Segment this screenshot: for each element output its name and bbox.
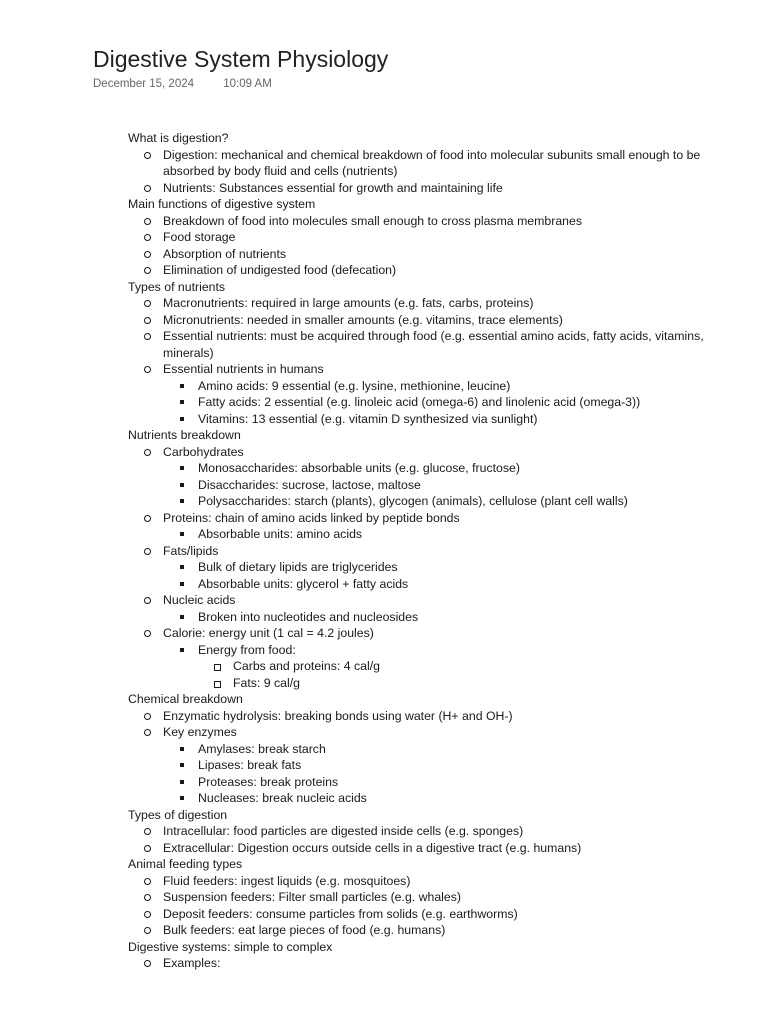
outline-heading[interactable]	[128, 939, 728, 956]
outline-text: Digestive systems: simple to complex	[128, 939, 333, 954]
outline-text: Fluid feeders: ingest liquids (e.g. mosquitoes)	[163, 873, 411, 888]
outline-subitem[interactable]	[128, 576, 728, 593]
outline-text: Energy from food:	[198, 642, 296, 657]
outline-text: Main functions of digestive system	[128, 197, 316, 211]
outline-text: Vitamins: 13 essential (e.g. vitamin D synthesized via sunlight)	[198, 411, 538, 426]
outline-item[interactable]	[128, 246, 728, 263]
outline-text: Essential nutrients in humans	[163, 362, 324, 376]
outline-item[interactable]	[128, 708, 728, 725]
outline-heading[interactable]	[128, 196, 728, 213]
outline-text: Absorbable units: glycerol + fatty acids	[198, 576, 409, 591]
outline-item[interactable]	[128, 510, 728, 527]
outline-text: Food storage	[163, 230, 236, 244]
outline-item[interactable]	[128, 592, 728, 609]
outline-text: Bulk feeders: eat large pieces of food (e.g. humans)	[163, 923, 446, 937]
page-date: December 15, 2024	[93, 78, 195, 90]
outline-item[interactable]	[128, 724, 728, 741]
outline-text: Calorie: energy unit (1 cal = 4.2 joules)	[163, 626, 374, 640]
outline-item[interactable]	[128, 840, 728, 857]
outline-text: Broken into nucleotides and nucleosides	[198, 609, 419, 624]
outline-text: Absorbable units: amino acids	[198, 527, 363, 541]
outline-text: Absorption of nutrients	[163, 246, 287, 261]
outline-item[interactable]	[128, 295, 728, 312]
outline-item[interactable]	[128, 444, 728, 461]
outline-text: Nucleases: break nucleic acids	[198, 791, 367, 805]
outline-text: Fats: 9 cal/g	[233, 675, 300, 690]
outline-text: Micronutrients: needed in smaller amounts (e.g. vitamins, trace elements)	[163, 312, 563, 327]
outline-subitem[interactable]	[128, 790, 728, 807]
outline-subitem[interactable]	[128, 609, 728, 626]
outline-text: Lipases: break fats	[198, 758, 302, 772]
outline-item[interactable]	[128, 361, 728, 378]
outline-text: Types of nutrients	[128, 279, 226, 294]
outline-item[interactable]	[128, 328, 728, 361]
outline-subitem[interactable]	[128, 493, 728, 510]
outline-subitem[interactable]	[128, 559, 728, 576]
outline-text: Amylases: break starch	[198, 741, 326, 756]
outline-text: Fatty acids: 2 essential (e.g. linoleic acid (omega-6) and linolenic acid (omega-3))	[198, 395, 641, 409]
page-title[interactable]: Digestive System Physiology	[93, 46, 389, 72]
note-outline[interactable]	[128, 130, 728, 972]
outline-item[interactable]	[128, 873, 728, 890]
outline-text: Proteins: chain of amino acids linked by peptide bonds	[163, 510, 460, 525]
outline-subitem[interactable]	[128, 477, 728, 494]
outline-text: Carbohydrates	[163, 444, 244, 459]
outline-subitem[interactable]	[128, 741, 728, 758]
outline-subitem[interactable]	[128, 394, 728, 411]
outline-text: Digestion: mechanical and chemical breakdown of food into molecular subunits small enough to be absorbed by body fluid and cells (nutrients)	[163, 147, 701, 178]
outline-text: Disaccharides: sucrose, lactose, maltose	[198, 477, 421, 492]
outline-text: Extracellular: Digestion occurs outside cells in a digestive tract (e.g. humans)	[163, 840, 582, 855]
outline-item[interactable]	[128, 625, 728, 642]
outline-item[interactable]	[128, 312, 728, 329]
outline-subitem[interactable]	[128, 757, 728, 774]
outline-text: Essential nutrients: must be acquired through food (e.g. essential amino acids, fatty acids, vitamins, minerals)	[163, 329, 704, 360]
outline-text: Intracellular: food particles are digested inside cells (e.g. sponges)	[163, 824, 524, 838]
outline-text: Carbs and proteins: 4 cal/g	[233, 659, 380, 673]
outline-item[interactable]	[128, 955, 728, 972]
outline-text: Amino acids: 9 essential (e.g. lysine, methionine, leucine)	[198, 378, 511, 393]
outline-heading[interactable]	[128, 807, 728, 824]
outline-text: Types of digestion	[128, 807, 228, 822]
outline-item[interactable]	[128, 823, 728, 840]
outline-heading[interactable]	[128, 691, 728, 708]
outline-text: Polysaccharides: starch (plants), glycogen (animals), cellulose (plant cell walls)	[198, 494, 628, 508]
outline-item[interactable]	[128, 229, 728, 246]
outline-text: Chemical breakdown	[128, 692, 243, 706]
outline-subitem[interactable]	[128, 642, 728, 659]
outline-heading[interactable]	[128, 130, 728, 147]
outline-text: Nucleic acids	[163, 593, 236, 607]
outline-heading[interactable]	[128, 427, 728, 444]
outline-subitem[interactable]	[128, 774, 728, 791]
page-meta	[93, 77, 272, 92]
outline-heading[interactable]	[128, 279, 728, 296]
outline-subitem[interactable]	[128, 378, 728, 395]
outline-text: Deposit feeders: consume particles from solids (e.g. earthworms)	[163, 906, 518, 921]
outline-item[interactable]	[128, 922, 728, 939]
outline-text: Elimination of undigested food (defecation)	[163, 263, 397, 277]
outline-text: Animal feeding types	[128, 857, 243, 871]
outline-subsubitem[interactable]	[128, 658, 728, 675]
outline-subsubitem[interactable]	[128, 675, 728, 692]
outline-item[interactable]	[128, 889, 728, 906]
outline-subitem[interactable]	[128, 460, 728, 477]
page-time: 10:09 AM	[223, 78, 272, 90]
outline-subitem[interactable]	[128, 411, 728, 428]
outline-item[interactable]	[128, 262, 728, 279]
outline-text: Key enzymes	[163, 725, 237, 739]
outline-text: Nutrients: Substances essential for growth and maintaining life	[163, 180, 503, 195]
outline-text: Breakdown of food into molecules small enough to cross plasma membranes	[163, 213, 582, 228]
outline-subitem[interactable]	[128, 526, 728, 543]
outline-item[interactable]	[128, 543, 728, 560]
outline-text: Fats/lipids	[163, 543, 219, 558]
outline-text: Proteases: break proteins	[198, 774, 339, 789]
outline-item[interactable]	[128, 906, 728, 923]
outline-text: Macronutrients: required in large amounts (e.g. fats, carbs, proteins)	[163, 296, 534, 310]
outline-text: Nutrients breakdown	[128, 428, 241, 442]
outline-text: Monosaccharides: absorbable units (e.g. glucose, fructose)	[198, 461, 520, 475]
outline-item[interactable]	[128, 213, 728, 230]
outline-text: Suspension feeders: Filter small particles (e.g. whales)	[163, 890, 461, 904]
outline-text: Enzymatic hydrolysis: breaking bonds using water (H+ and OH-)	[163, 708, 513, 723]
outline-text: Examples:	[163, 956, 221, 970]
outline-item[interactable]	[128, 180, 728, 197]
outline-heading[interactable]	[128, 856, 728, 873]
outline-text: What is digestion?	[128, 131, 229, 145]
outline-item[interactable]	[128, 147, 728, 180]
outline-text: Bulk of dietary lipids are triglycerides	[198, 560, 398, 574]
